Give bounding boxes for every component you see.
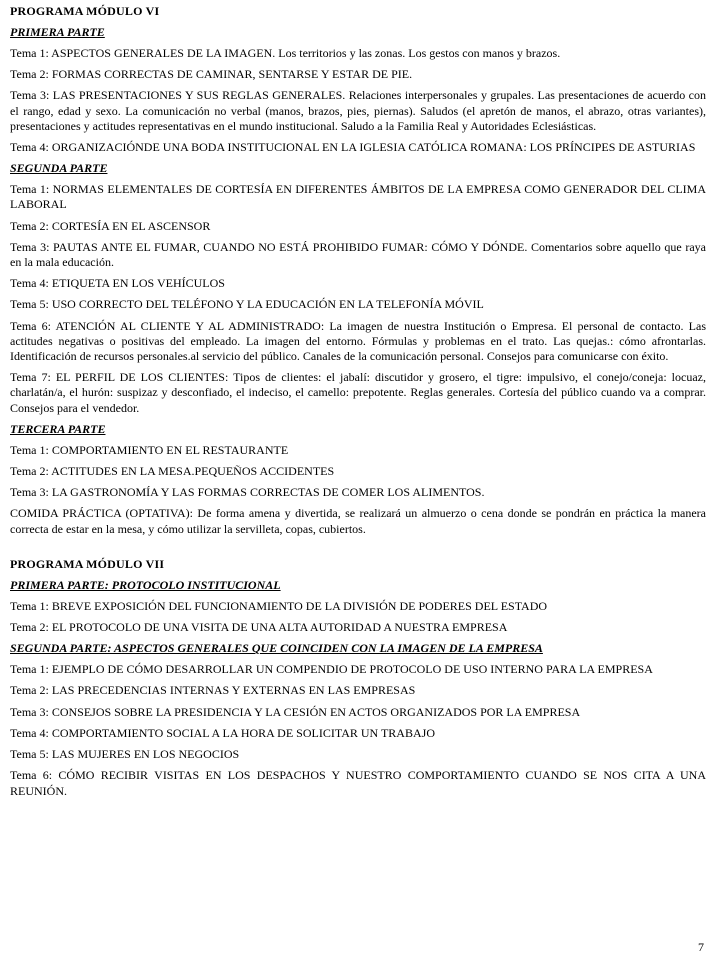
topic-item: Tema 3: LA GASTRONOMÍA Y LAS FORMAS CORRECTAS DE COMER LOS ALIMENTOS.	[10, 485, 485, 500]
topic-item: Tema 1: BREVE EXPOSICIÓN DEL FUNCIONAMIENTO DE LA DIVISIÓN DE PODERES DEL ESTADO	[10, 598, 548, 613]
topic-item: Tema 5: USO CORRECTO DEL TELÉFONO Y LA EDUCACIÓN EN LA TELEFONÍA MÓVIL	[10, 297, 484, 312]
page-number: 7	[698, 940, 704, 954]
module-7-part-1-heading: PRIMERA PARTE: PROTOCOLO INSTITUCIONAL	[10, 577, 281, 592]
topic-item: COMIDA PRÁCTICA (OPTATIVA): De forma amena y divertida, se realizará un almuerzo o cena donde se pondrán en práctica la manera correcta de estar en la mesa, y cómo utilizar la servilleta, copas, cubiertos.	[10, 506, 706, 536]
topic-item: Tema 4: COMPORTAMIENTO SOCIAL A LA HORA DE SOLICITAR UN TRABAJO	[10, 725, 435, 740]
topic-item: Tema 1: NORMAS ELEMENTALES DE CORTESÍA EN DIFERENTES ÁMBITOS DE LA EMPRESA COMO GENERADOR DEL CLIMA LABORAL	[10, 182, 706, 212]
module-6-part-2-heading: SEGUNDA PARTE	[10, 161, 108, 176]
topic-item: Tema 2: LAS PRECEDENCIAS INTERNAS Y EXTERNAS EN LAS EMPRESAS	[10, 683, 416, 698]
topic-item: Tema 6: CÓMO RECIBIR VISITAS EN LOS DESPACHOS Y NUESTRO COMPORTAMIENTO CUANDO SE NOS CITA A UNA REUNIÓN.	[10, 768, 706, 798]
topic-item: Tema 1: ASPECTOS GENERALES DE LA IMAGEN. Los territorios y las zonas. Los gestos con manos y brazos.	[10, 46, 561, 60]
topic-item: Tema 2: CORTESÍA EN EL ASCENSOR	[10, 218, 211, 233]
topic-item: Tema 2: ACTITUDES EN LA MESA.PEQUEÑOS ACCIDENTES	[10, 464, 335, 479]
topic-item: Tema 5: LAS MUJERES EN LOS NEGOCIOS	[10, 747, 240, 762]
topic-item: Tema 4: ORGANIZACIÓNDE UNA BODA INSTITUCIONAL EN LA IGLESIA CATÓLICA ROMANA: LOS PRÍNCIPES DE ASTURIAS	[10, 140, 696, 155]
topic-item: Tema 3: LAS PRESENTACIONES Y SUS REGLAS GENERALES. Relaciones interpersonales y grupales. Las presentaciones de acuerdo con el rango, edad y sexo. La comunicación no verbal (manos, brazos, pies, piernas). Saludos (el apretón de manos, el abrazo, otras variantes), presentaciones y actitudes representativas en el mundo institucional. Saludo a la Familia Real y Autoridades Eclesiásticas.	[10, 88, 706, 133]
topic-item: Tema 1: EJEMPLO DE CÓMO DESARROLLAR UN COMPENDIO DE PROTOCOLO DE USO INTERNO PARA LA EMPRESA	[10, 662, 653, 677]
module-6-part-1-heading: PRIMERA PARTE	[10, 25, 105, 39]
module-7-title: PROGRAMA MÓDULO VII	[10, 556, 165, 571]
module-7-part-2-heading: SEGUNDA PARTE: ASPECTOS GENERALES QUE COINCIDEN CON LA IMAGEN DE LA EMPRESA	[10, 641, 543, 656]
topic-item: Tema 2: EL PROTOCOLO DE UNA VISITA DE UNA ALTA AUTORIDAD A NUESTRA EMPRESA	[10, 620, 508, 635]
topic-item: Tema 6: ATENCIÓN AL CLIENTE Y AL ADMINISTRADO: La imagen de nuestra Institución o Empresa. El personal de contacto. Las actitudes negativas o positivas del empleado. La imagen del entorno. Fórmulas y problemas en el trato. Las quejas.: cómo afrontarlas. Identificación de recursos personales.al servicio del público. Canales de la comunicación personal. Consejos para comunicarse con éxito.	[10, 318, 706, 364]
topic-item: Tema 3: CONSEJOS SOBRE LA PRESIDENCIA Y LA CESIÓN EN ACTOS ORGANIZADOS POR LA EMPRESA	[10, 704, 581, 719]
topic-item: Tema 2: FORMAS CORRECTAS DE CAMINAR, SENTARSE Y ESTAR DE PIE.	[10, 67, 413, 82]
document-page	[10, 4, 706, 805]
topic-item: Tema 3: PAUTAS ANTE EL FUMAR, CUANDO NO ESTÁ PROHIBIDO FUMAR: CÓMO Y DÓNDE. Comentarios sobre aquello que raya en la mala educación.	[10, 239, 706, 270]
module-6-part-3-heading: TERCERA PARTE	[10, 421, 106, 436]
module-6-title: PROGRAMA MÓDULO VI	[10, 4, 160, 18]
topic-item: Tema 4: ETIQUETA EN LOS VEHÍCULOS	[10, 276, 225, 291]
topic-item: Tema 7: EL PERFIL DE LOS CLIENTES: Tipos de clientes: el jabalí: discutidor y grosero, el tigre: impulsivo, el conejo/coneja: locuaz, charlatán/a, el hurón: suspizaz y desconfiado, el indeciso, el camello: prepotente. Reglas generales. Cortesía del público cuando va a comprar. Consejos para el vendedor.	[10, 370, 706, 415]
topic-item: Tema 1: COMPORTAMIENTO EN EL RESTAURANTE	[10, 442, 289, 457]
